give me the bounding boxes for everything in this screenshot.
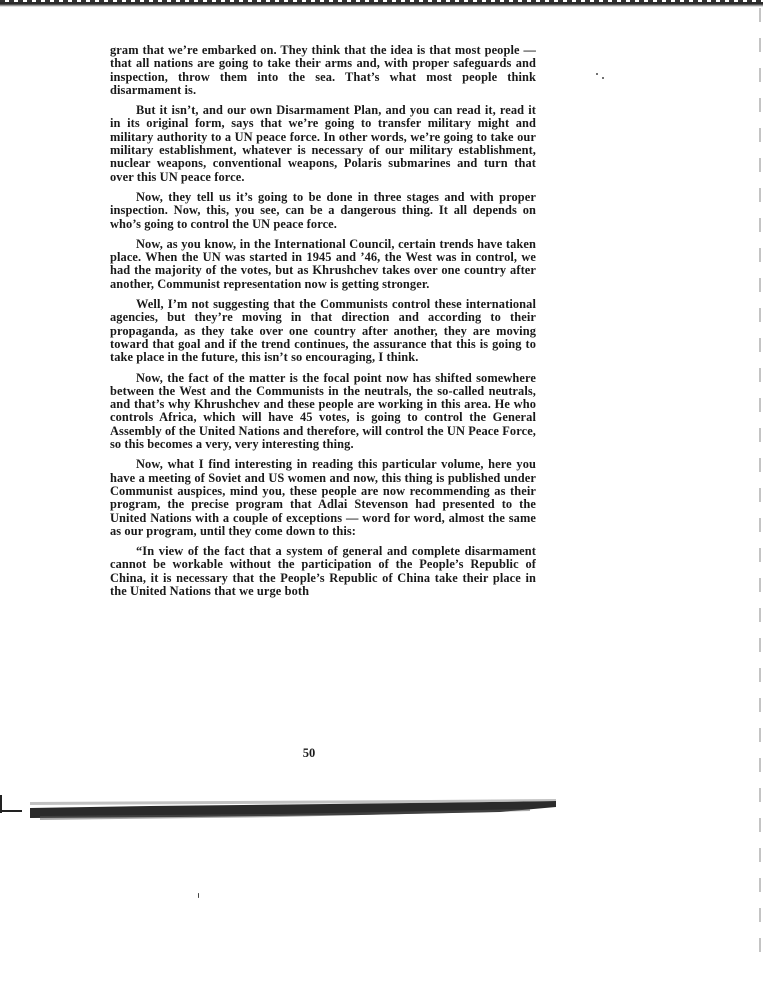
- scan-speck: [198, 893, 199, 898]
- scan-speck: [602, 77, 604, 79]
- scan-top-edge: [0, 2, 763, 7]
- paragraph: Now, what I find interesting in reading this particular volume, here you have a meeting of Soviet and US women and now, this thing is published under Communist auspices, mind you, these people are now recommending as their program, the precise program that Adlai Stevenson had presented to the United Nations with a couple of exceptions — word for word, almost the same as our program, until they come down to this:: [110, 457, 536, 538]
- paragraph: Now, they tell us it’s going to be done in three stages and with proper inspection. Now, this, you see, can be a dangerous thing. It all depends on who’s going to control the UN peace force.: [110, 189, 536, 231]
- paragraph: Now, the fact of the matter is the focal point now has shifted somewhere between the West and the Communists in the neutrals, the so-called neutrals, and that’s why Khrushchev and these people are working in this area. He who controls Africa, which will have 45 votes, is going to control the General Assembly of the United Nations and therefore, will control the UN Peace Force, so this becomes a very, very interesting thing.: [110, 370, 536, 452]
- paragraph: But it isn’t, and our own Disarmament Plan, and you can read it, read it in its original form, says that we’re going to transfer military might and military authority to a UN peace force. In other words, we’re going to take our military establishment, whatever is necessary of our military establishment, nuclear weapons, conventional weapons, Polaris submarines and turn that over this UN peace force.: [110, 103, 536, 184]
- page-number: 50: [302, 746, 316, 760]
- page-body-text: [110, 44, 536, 605]
- scan-speck: [596, 73, 598, 75]
- scan-right-edge: [759, 8, 761, 968]
- scan-bottom-edge: [30, 798, 556, 824]
- paragraph: Well, I’m not suggesting that the Communists control these international agencies, but they’re moving in that direction and according to their propaganda, as they take over one country after another, they are moving toward that goal and if the trend continues, the assurance that this is going to take place in the future, this isn’t so encouraging, I think.: [110, 297, 536, 365]
- paragraph: “In view of the fact that a system of general and complete disarmament cannot be workable without the participation of the People’s Republic of China, it is necessary that the People’s Republic of China take their place in the United Nations that we urge both: [110, 544, 536, 598]
- paragraph: gram that we’re embarked on. They think that the idea is that most people — that all nations are going to take their arms and, with proper safeguards and inspection, throw them into the sea. That’s what most people think disarmament is.: [110, 43, 536, 97]
- scan-left-mark: [0, 810, 22, 812]
- paragraph: Now, as you know, in the International Council, certain trends have taken place. When the UN was started in 1945 and ’46, the West was in control, we had the majority of the votes, but as Khrushchev takes over one country after another, Communist representation now is getting stronger.: [110, 236, 536, 291]
